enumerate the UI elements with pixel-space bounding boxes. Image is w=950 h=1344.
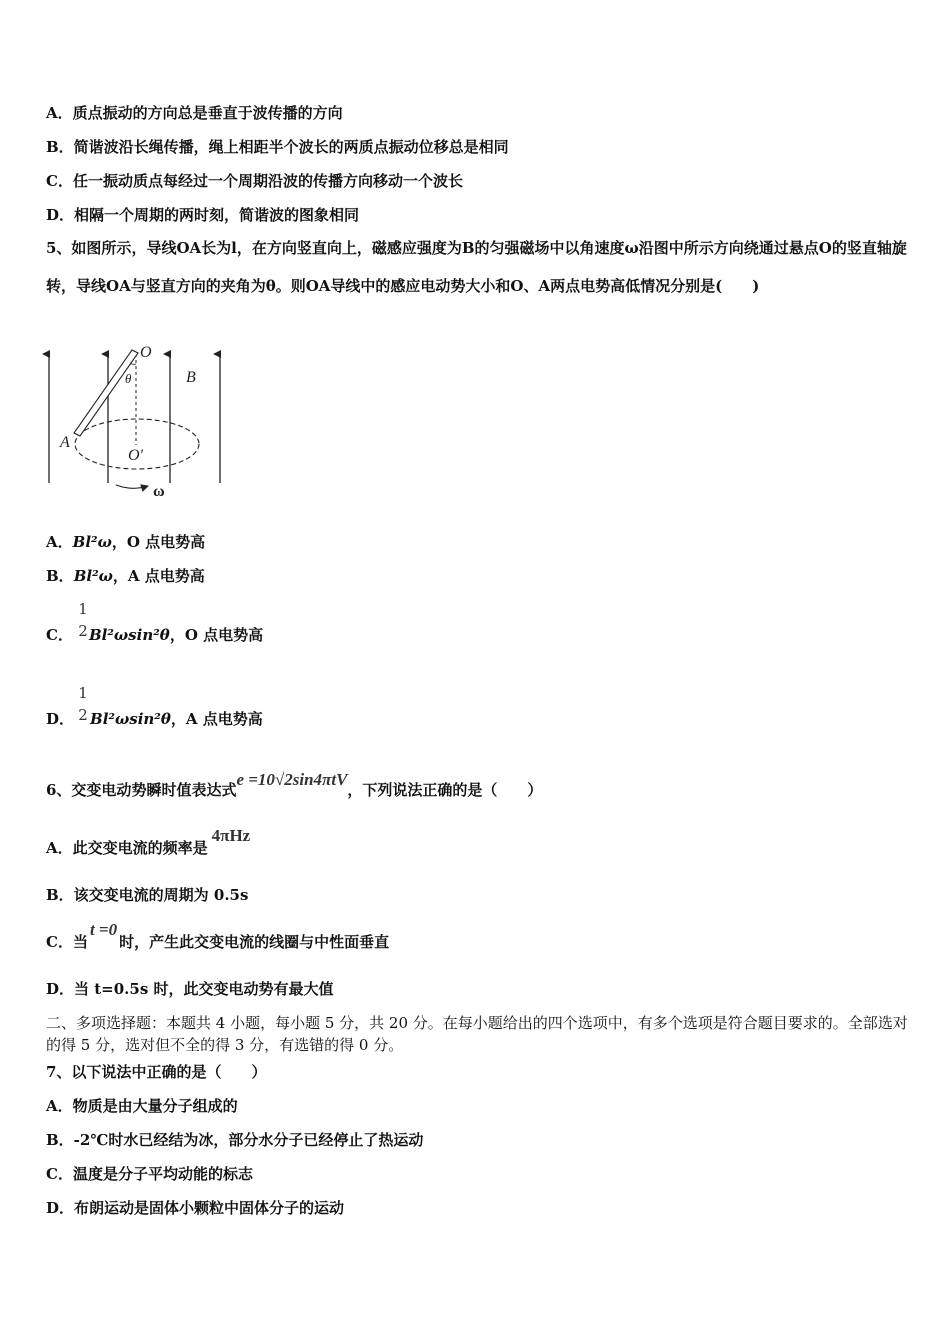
q5-option-b-expr: Bl²ω bbox=[73, 567, 113, 585]
q6-stem-post: ，下列说法正确的是（ ） bbox=[347, 781, 543, 799]
q5-c-frac-den: 2 bbox=[78, 622, 88, 640]
q5-c-frac-num: 1 bbox=[78, 600, 88, 618]
q6-stem-pre: 6、交变电动势瞬时值表达式 bbox=[46, 781, 237, 799]
label-o: O bbox=[140, 344, 152, 361]
label-o-prime: O′ bbox=[128, 447, 144, 464]
q6-option-c-value: t =0 bbox=[89, 920, 118, 939]
q5-d-frac-den: 2 bbox=[78, 706, 88, 724]
q5-option-c-label: C． bbox=[46, 626, 73, 644]
q6-option-d: D．当 t=0.5s 时，此交变电动势有最大值 bbox=[46, 980, 334, 998]
q6-option-a-text: A．此交变电流的频率是 bbox=[46, 839, 208, 857]
q7-option-c: C．温度是分子平均动能的标志 bbox=[46, 1165, 253, 1183]
q7-option-a: A．物质是由大量分子组成的 bbox=[46, 1097, 238, 1115]
q6-option-a bbox=[46, 826, 251, 858]
q5-figure bbox=[40, 340, 240, 500]
q5-option-d-label: D． bbox=[46, 710, 75, 728]
q4-option-d: D．相隔一个周期的两时刻，简谐波的图象相同 bbox=[46, 206, 360, 224]
q5-option-d bbox=[46, 708, 263, 729]
q5-option-a-label: A． bbox=[46, 533, 73, 551]
q4-option-c: C．任一振动质点每经过一个周期沿波的传播方向移动一个波长 bbox=[46, 172, 463, 190]
q7-stem: 7、以下说法中正确的是（ ） bbox=[46, 1063, 267, 1081]
q5-option-d-tail: ，A 点电势高 bbox=[170, 710, 263, 728]
q4-option-b: B．简谐波沿长绳传播，绳上相距半个波长的两质点振动位移总是相同 bbox=[46, 138, 509, 156]
rotation-arrow bbox=[116, 485, 148, 488]
q5-option-d-expr: Bl²ωsin²θ bbox=[90, 710, 171, 728]
q6-option-c bbox=[46, 920, 390, 952]
q6-formula: e =10√2sin4πtV bbox=[236, 770, 348, 789]
q6-option-a-value: 4πHz bbox=[211, 826, 251, 845]
label-theta: θ bbox=[125, 371, 132, 386]
q5-option-a bbox=[46, 531, 205, 552]
q5-option-a-tail: ，O 点电势高 bbox=[111, 533, 206, 551]
q6-option-c-post: 时，产生此交变电流的线圈与中性面垂直 bbox=[119, 933, 390, 951]
q4-option-a: A．质点振动的方向总是垂直于波传播的方向 bbox=[46, 104, 343, 122]
q7-option-d: D．布朗运动是固体小颗粒中固体分子的运动 bbox=[46, 1199, 345, 1217]
label-b: B bbox=[186, 369, 196, 386]
section-2-heading: 二、多项选择题：本题共 4 小题，每小题 5 分，共 20 分。在每小题给出的四个选项中，有多个选项是符合题目要求的。全部选对的得 5 分，选对但不全的得 3 分，有选错的得 0 分。 bbox=[46, 1014, 908, 1054]
q7-option-b: B．-2℃时水已经结为冰，部分水分子已经停止了热运动 bbox=[46, 1131, 424, 1149]
q6-option-b: B．该交变电流的周期为 0.5s bbox=[46, 886, 249, 904]
q5-option-c-tail: ，O 点电势高 bbox=[169, 626, 264, 644]
q6-stem bbox=[46, 770, 543, 800]
q5-option-b-label: B． bbox=[46, 567, 74, 585]
q5-option-c-expr: Bl²ωsin²θ bbox=[88, 626, 170, 644]
conductor-rod bbox=[74, 350, 138, 436]
label-omega: ω bbox=[153, 483, 165, 500]
q5-option-c bbox=[46, 624, 263, 645]
q5-d-frac-num: 1 bbox=[78, 684, 88, 702]
q5-option-b-tail: ，A 点电势高 bbox=[112, 567, 205, 585]
angle-arc bbox=[130, 363, 136, 364]
q5-option-a-expr: Bl²ω bbox=[72, 533, 112, 551]
q5-option-b bbox=[46, 565, 205, 586]
label-a: A bbox=[60, 434, 70, 451]
q6-option-c-pre: C．当 bbox=[46, 933, 88, 951]
q5-stem: 5、如图所示，导线OA长为l，在方向竖直向上，磁感应强度为B的匀强磁场中以角速度ω沿图中所示方向绕通过悬点O的竖直轴旋转，导线OA与竖直方向的夹角为θ。则OA导线中的感应电动势大小和O、A两点电势高低情况分别是( ) bbox=[46, 239, 907, 295]
